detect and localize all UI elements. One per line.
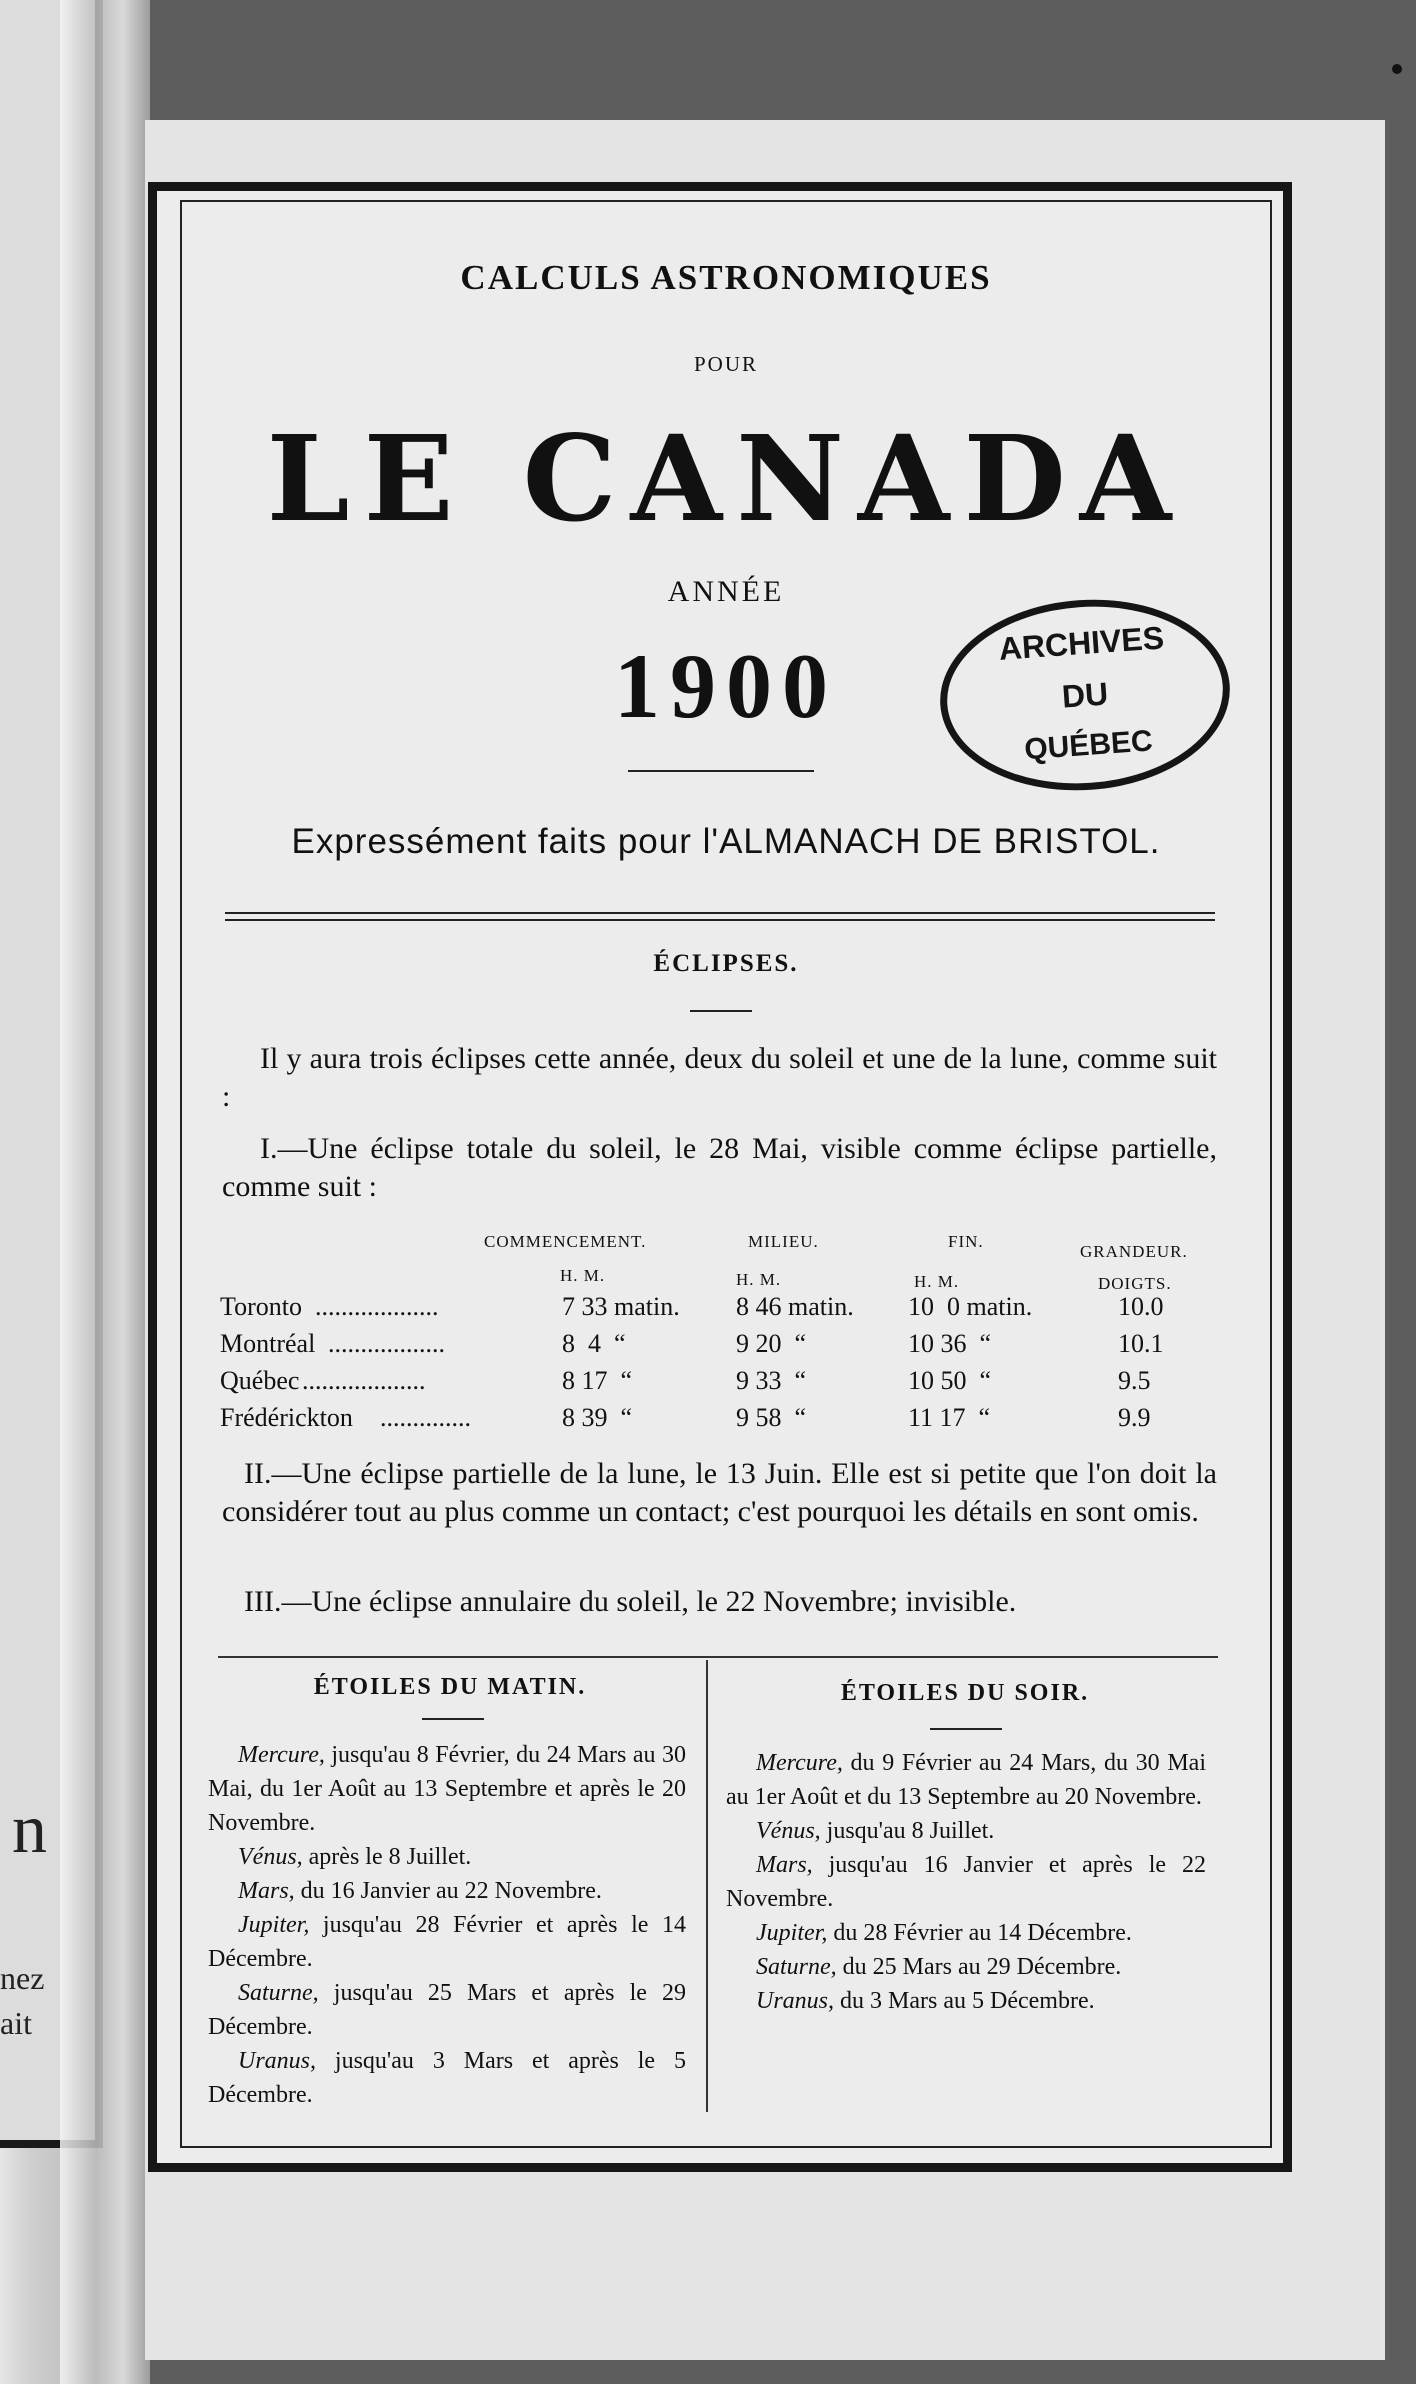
table-row-leader: ................... xyxy=(315,1292,439,1321)
planet-name: Mars, xyxy=(756,1852,813,1878)
table-cell-g: 10.0 xyxy=(1118,1292,1164,1321)
eclipses-intro: Il y aura trois éclipses cette année, deux du soleil et une de la lune, comme suit : xyxy=(222,1042,1217,1113)
table-row-city: Toronto xyxy=(220,1292,302,1321)
table-cell-c: 7 33 matin. xyxy=(562,1292,680,1321)
table-cell-c: 8 17 “ xyxy=(562,1366,633,1395)
planet-period: jusqu'au 3 Mars et après le 5 Décembre. xyxy=(208,2048,686,2108)
stamp-line: ARCHIVES xyxy=(997,619,1166,667)
planet-period: du 16 Janvier au 22 Novembre. xyxy=(294,1878,602,1904)
planet-period: jusqu'au 8 Février, du 24 Mars au 30 Mai, du 1er Août au 13 Septembre et après le 20 Novembre. xyxy=(208,1742,686,1836)
planet-entry xyxy=(726,1984,1206,2018)
planet-period: du 25 Mars au 29 Décembre. xyxy=(836,1954,1122,1980)
planet-name: Jupiter, xyxy=(238,1912,310,1938)
table-row-leader: .............. xyxy=(380,1403,471,1432)
heading-divider xyxy=(930,1728,1002,1730)
subtitle: Expressément faits pour l'ALMANACH DE BRISTOL. xyxy=(291,822,1161,861)
table-subheader-hm: H. M. xyxy=(736,1270,782,1289)
stamp-line: DU xyxy=(1060,675,1110,715)
table-row-leader: .................. xyxy=(328,1329,445,1358)
header-pour: POUR xyxy=(693,352,759,376)
planet-name: Uranus, xyxy=(238,2048,317,2074)
eclipse-item-3: III.—Une éclipse annulaire du soleil, le 22 Novembre; invisible. xyxy=(244,1585,1017,1618)
table-cell-f: 11 17 “ xyxy=(908,1403,991,1432)
table-cell-m: 9 33 “ xyxy=(736,1366,807,1395)
table-cell-g: 10.1 xyxy=(1118,1329,1164,1358)
table-row-city: Québec xyxy=(220,1366,300,1395)
planet-entry xyxy=(208,1738,686,1840)
table-cell-f: 10 50 “ xyxy=(908,1366,992,1395)
column-divider xyxy=(706,1660,708,2112)
table-header-commencement: COMMENCEMENT. xyxy=(484,1232,647,1251)
planet-name: Uranus, xyxy=(756,1988,835,2014)
table-row-leader: ................... xyxy=(302,1366,426,1395)
torn-paper-strip xyxy=(60,0,150,2384)
heading-divider xyxy=(690,1010,752,1012)
planet-entry xyxy=(208,1976,686,2044)
eclipse-item-1: I.—Une éclipse totale du soleil, le 28 Mai, visible comme éclipse partielle, comme suit : xyxy=(222,1132,1217,1203)
year-value: 1900 xyxy=(614,635,838,737)
eclipse-item-2: II.—Une éclipse partielle de la lune, le 13 Juin. Elle est si petite que l'on doit la considérer tout au plus comme un contact; c'est pourquoi les détails en sont omis. xyxy=(222,1457,1217,1528)
table-header-fin: FIN. xyxy=(948,1232,984,1251)
table-header-milieu: MILIEU. xyxy=(748,1232,819,1251)
table-cell-m: 9 20 “ xyxy=(736,1329,807,1358)
heading-divider xyxy=(422,1718,484,1720)
table-cell-m: 9 58 “ xyxy=(736,1403,807,1432)
planet-entry xyxy=(726,1814,1206,1848)
year-label: ANNÉE xyxy=(667,575,785,608)
planet-entry xyxy=(208,1908,686,1976)
planet-entry xyxy=(726,1848,1206,1916)
planet-period: du 28 Février au 14 Décembre. xyxy=(827,1920,1132,1946)
section-rule xyxy=(218,1656,1218,1658)
header-line: CALCULS ASTRONOMIQUES xyxy=(460,258,992,297)
left-fragment-word: nez xyxy=(0,1960,45,1996)
section-double-rule xyxy=(225,912,1215,921)
planet-period: jusqu'au 16 Janvier et après le 22 Novembre. xyxy=(726,1852,1206,1912)
planet-entry xyxy=(726,1746,1206,1814)
table-cell-c: 8 4 “ xyxy=(562,1329,626,1358)
table-row-city: Frédérickton xyxy=(220,1403,353,1432)
table-subheader-hm: H. M. xyxy=(560,1266,606,1285)
evening-stars-heading: ÉTOILES DU SOIR. xyxy=(840,1680,1090,1706)
left-fragment-letter: n xyxy=(12,1791,47,1868)
planet-period: jusqu'au 25 Mars et après le 29 Décembre. xyxy=(208,1980,686,2040)
evening-stars-list xyxy=(726,1746,1206,2018)
table-cell-m: 8 46 matin. xyxy=(736,1292,854,1321)
planet-name: Mars, xyxy=(238,1878,295,1904)
table-cell-g: 9.5 xyxy=(1118,1366,1151,1395)
planet-entry xyxy=(208,1874,686,1908)
page-title: LE CANADA xyxy=(266,409,1186,548)
title-divider xyxy=(628,770,814,772)
table-cell-c: 8 39 “ xyxy=(562,1403,633,1432)
table-cell-f: 10 36 “ xyxy=(908,1329,992,1358)
morning-stars-list xyxy=(208,1738,686,2112)
table-header-grandeur: GRANDEUR. xyxy=(1080,1242,1188,1261)
planet-entry xyxy=(726,1916,1206,1950)
planet-period: du 9 Février au 24 Mars, du 30 Mai au 1er Août et du 13 Septembre au 20 Novembre. xyxy=(726,1750,1206,1810)
planet-period: du 3 Mars au 5 Décembre. xyxy=(834,1988,1095,2014)
planet-period: jusqu'au 8 Juillet. xyxy=(820,1818,995,1844)
planet-name: Mercure, xyxy=(238,1742,325,1768)
eclipses-heading: ÉCLIPSES. xyxy=(653,950,799,977)
planet-entry xyxy=(208,2044,686,2112)
table-subheader-hm: H. M. xyxy=(914,1272,960,1291)
planet-name: Mercure, xyxy=(756,1750,843,1776)
planet-name: Saturne, xyxy=(756,1954,837,1980)
planet-period: jusqu'au 28 Février et après le 14 Décembre. xyxy=(208,1912,686,1972)
table-subheader-doigts: DOIGTS. xyxy=(1098,1274,1172,1293)
table-row-city: Montréal xyxy=(220,1329,316,1358)
planet-name: Jupiter, xyxy=(756,1920,828,1946)
left-fragment-word: ait xyxy=(0,2005,32,2041)
planet-period: après le 8 Juillet. xyxy=(302,1844,472,1870)
planet-name: Vénus, xyxy=(238,1844,303,1870)
ink-speck xyxy=(1392,64,1402,74)
planet-name: Vénus, xyxy=(756,1818,821,1844)
morning-stars-heading: ÉTOILES DU MATIN. xyxy=(313,1674,587,1700)
planet-entry xyxy=(726,1950,1206,1984)
table-cell-g: 9.9 xyxy=(1118,1403,1151,1432)
planet-entry xyxy=(208,1840,686,1874)
stamp-line: QUÉBEC xyxy=(1023,724,1154,767)
table-cell-f: 10 0 matin. xyxy=(908,1292,1033,1321)
planet-name: Saturne, xyxy=(238,1980,319,2006)
